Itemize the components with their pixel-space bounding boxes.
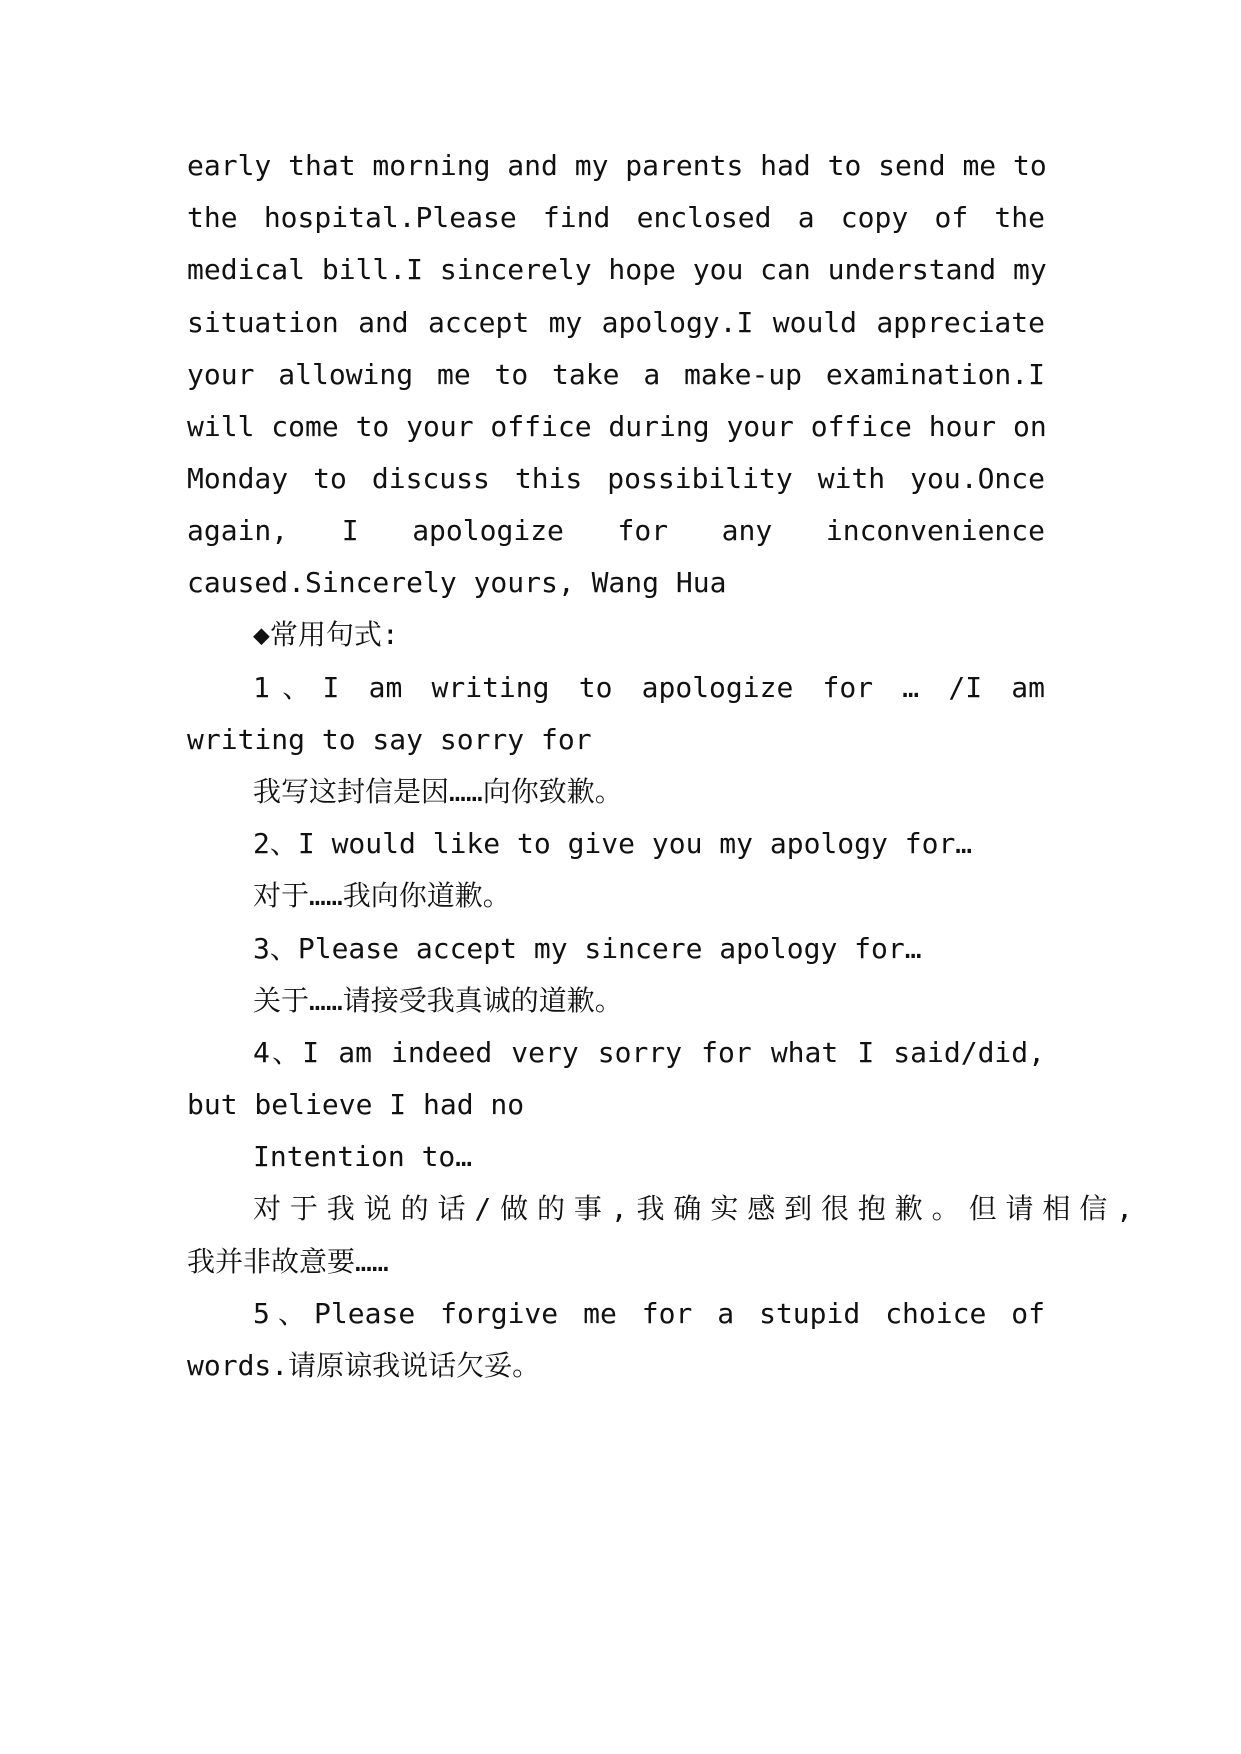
- sentence-4-translation-line-2: 我并非故意要……: [187, 1245, 389, 1278]
- paragraph-line: Monday to discuss this possibility with you.Once: [187, 462, 1045, 495]
- sentence-2-translation: 对于……我向你道歉。: [253, 879, 511, 912]
- sentence-1-line-1: 1、I am writing to apologize for … /I am: [253, 671, 1045, 704]
- paragraph-line: situation and accept my apology.I would appreciate: [187, 306, 1045, 339]
- sentence-5-line-1: 5、Please forgive me for a stupid choice of: [253, 1297, 1045, 1330]
- sentence-3-translation: 关于……请接受我真诚的道歉。: [253, 984, 623, 1017]
- paragraph-line: again, I apologize for any inconvenience: [187, 514, 1045, 547]
- sentence-4-translation-line-1: 对于我说的话/做的事,我确实感到很抱歉。但请相信,: [253, 1192, 1133, 1225]
- sentence-4-line-3: Intention to…: [253, 1140, 473, 1173]
- sentence-4-line-1: 4、I am indeed very sorry for what I said/did,: [253, 1036, 1045, 1069]
- paragraph-line: your allowing me to take a make-up examination.I: [187, 358, 1045, 391]
- sentence-5-line-2: words.请原谅我说话欠妥。: [187, 1349, 541, 1382]
- paragraph-line: will come to your office during your office hour on: [187, 410, 1047, 443]
- sentence-4-line-2: but believe I had no: [187, 1088, 525, 1121]
- sentence-1-translation: 我写这封信是因……向你致歉。: [253, 775, 623, 808]
- section-heading: ◆常用句式:: [253, 618, 399, 651]
- paragraph-line: medical bill.I sincerely hope you can understand my: [187, 253, 1047, 286]
- paragraph-line: caused.Sincerely yours, Wang Hua: [187, 566, 727, 599]
- paragraph-line: early that morning and my parents had to send me to: [187, 149, 1047, 182]
- sentence-2: 2、I would like to give you my apology for…: [253, 827, 973, 860]
- sentence-1-line-2: writing to say sorry for: [187, 723, 592, 756]
- sentence-3: 3、Please accept my sincere apology for…: [253, 932, 922, 965]
- paragraph-line: the hospital.Please find enclosed a copy of the: [187, 201, 1045, 234]
